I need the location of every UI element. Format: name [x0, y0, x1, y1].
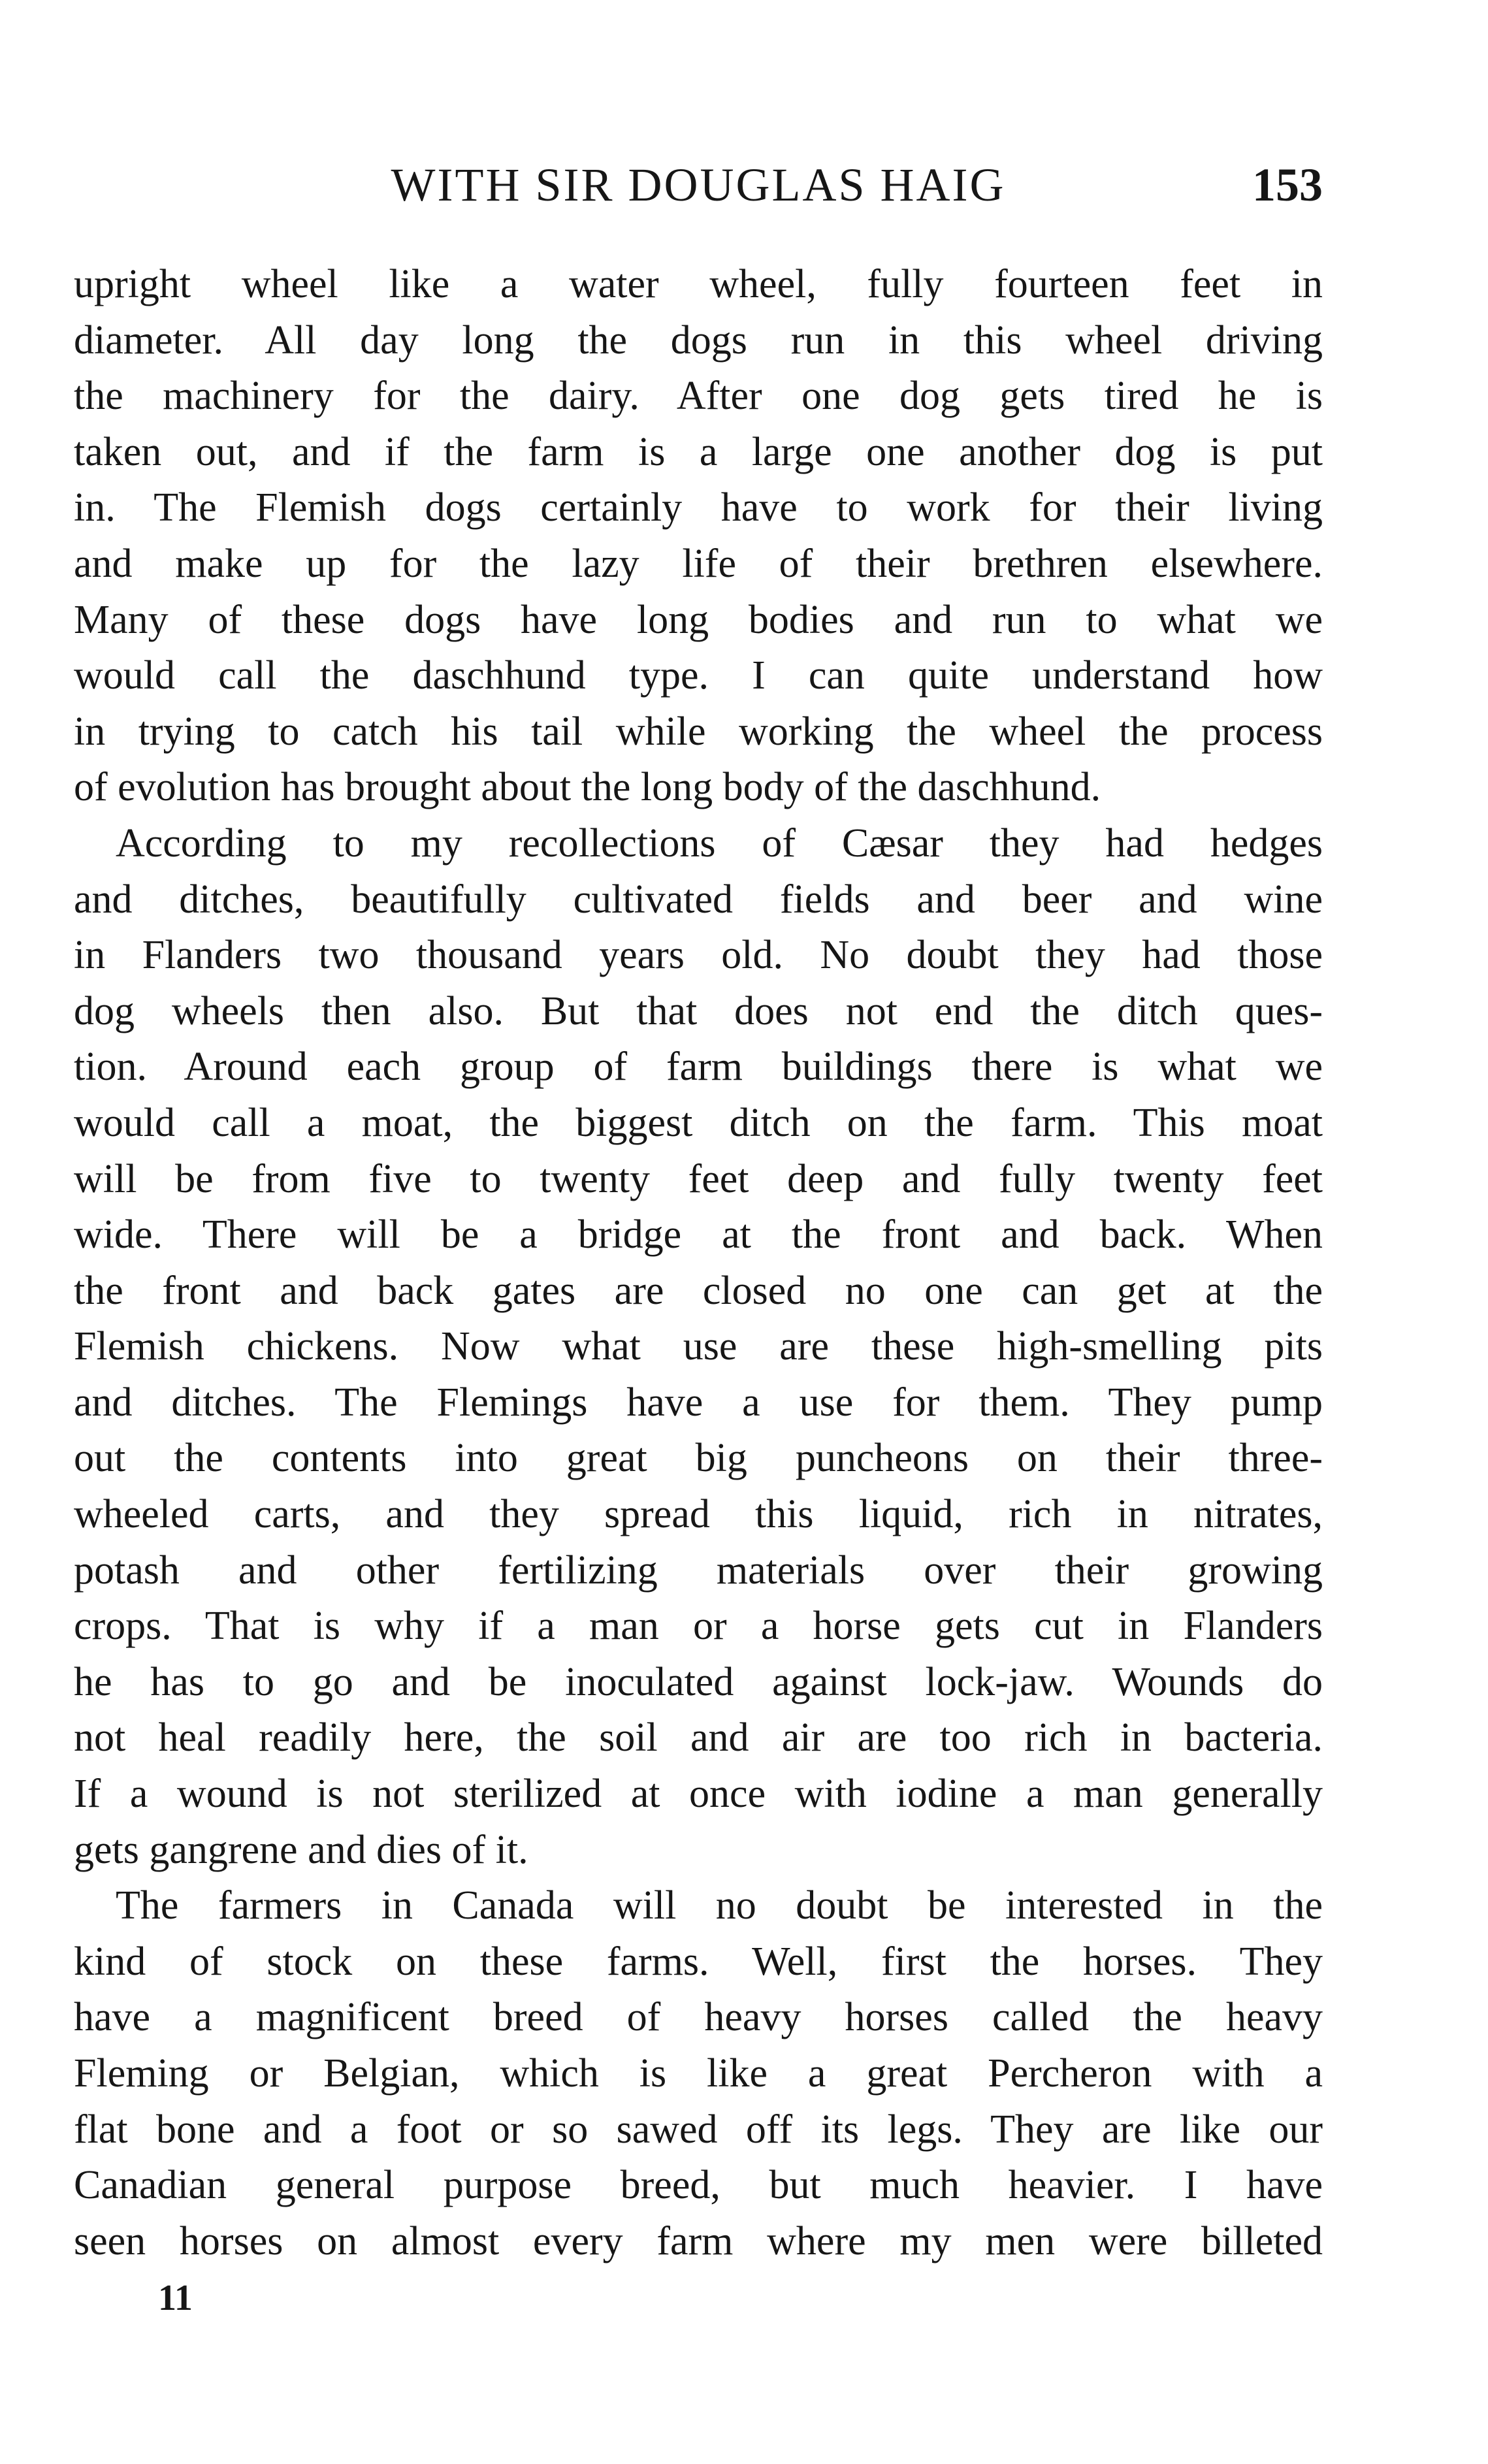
text-line: wheeled carts, and they spread this liquid, rich in nitrates,: [74, 1492, 1323, 1537]
text-line: gets gangrene and dies of it.: [74, 1827, 528, 1872]
text-line: upright wheel like a water wheel, fully fourteen feet in: [74, 262, 1323, 306]
text-line: in Flanders two thousand years old. No doubt they had those: [74, 933, 1323, 978]
text-line: kind of stock on these farms. Well, first the horses. They: [74, 1939, 1323, 1984]
running-title: WITH SIR DOUGLAS HAIG: [391, 159, 1006, 211]
text-line: tion. Around each group of farm buildings there is what we: [74, 1045, 1323, 1090]
text-line: would call the daschhund type. I can quite understand how: [74, 653, 1323, 698]
paragraph-2: [74, 816, 1323, 1878]
text-line: The farmers in Canada will no doubt be interested in the: [116, 1883, 1323, 1928]
text-line: diameter. All day long the dogs run in this wheel driving: [74, 317, 1323, 363]
text-line: flat bone and a foot or so sawed off its legs. They are like our: [74, 2107, 1323, 2152]
printer-signature-mark: 11: [158, 2278, 193, 2318]
text-line: will be from five to twenty feet deep and fully twenty feet: [74, 1156, 1323, 1201]
text-line: potash and other fertilizing materials over their growing: [74, 1548, 1323, 1593]
text-line: Canadian general purpose breed, but much heavier. I have: [74, 2163, 1323, 2208]
text-line: and ditches. The Flemings have a use for them. They pump: [74, 1380, 1323, 1425]
text-line: the front and back gates are closed no one can get at the: [74, 1268, 1323, 1313]
text-line: and ditches, beautifully cultivated fields and beer and wine: [74, 877, 1323, 922]
text-line: he has to go and be inoculated against lock-jaw. Wounds do: [74, 1659, 1323, 1704]
text-line: Many of these dogs have long bodies and run to what we: [74, 597, 1323, 642]
text-line: According to my recollections of Cæsar they had hedges: [116, 820, 1323, 866]
text-line: not heal readily here, the soil and air are too rich in bacteria.: [74, 1715, 1323, 1760]
text-line: and make up for the lazy life of their brethren elsewhere.: [74, 541, 1323, 586]
text-line: If a wound is not sterilized at once with iodine a man generally: [74, 1772, 1323, 1817]
text-line: of evolution has brought about the long body of the daschhund.: [74, 765, 1101, 810]
paragraph-3: [74, 1878, 1323, 2269]
text-line: the machinery for the dairy. After one dog gets tired he is: [74, 374, 1323, 419]
text-line: in trying to catch his tail while working the wheel the process: [74, 709, 1323, 754]
body-text: [74, 257, 1323, 2269]
text-line: would call a moat, the biggest ditch on the farm. This moat: [74, 1100, 1323, 1145]
running-header: [74, 149, 1323, 221]
text-line: taken out, and if the farm is a large one another dog is put: [74, 429, 1323, 474]
text-line: wide. There will be a bridge at the front and back. When: [74, 1212, 1323, 1257]
page-number: 153: [1252, 159, 1323, 211]
text-line: Fleming or Belgian, which is like a great Percheron with a: [74, 2051, 1323, 2096]
paragraph-1: [74, 257, 1323, 816]
text-line: crops. That is why if a man or a horse gets cut in Flanders: [74, 1604, 1323, 1649]
text-line: have a magnificent breed of heavy horses called the heavy: [74, 1995, 1323, 2040]
text-line: dog wheels then also. But that does not end the ditch ques-: [74, 988, 1323, 1033]
text-line: out the contents into great big puncheons on their three-: [74, 1436, 1323, 1481]
text-line: seen horses on almost every farm where my men were billeted: [74, 2218, 1323, 2263]
text-line: in. The Flemish dogs certainly have to work for their living: [74, 485, 1323, 530]
text-line: Flemish chickens. Now what use are these high-smelling pits: [74, 1324, 1323, 1369]
